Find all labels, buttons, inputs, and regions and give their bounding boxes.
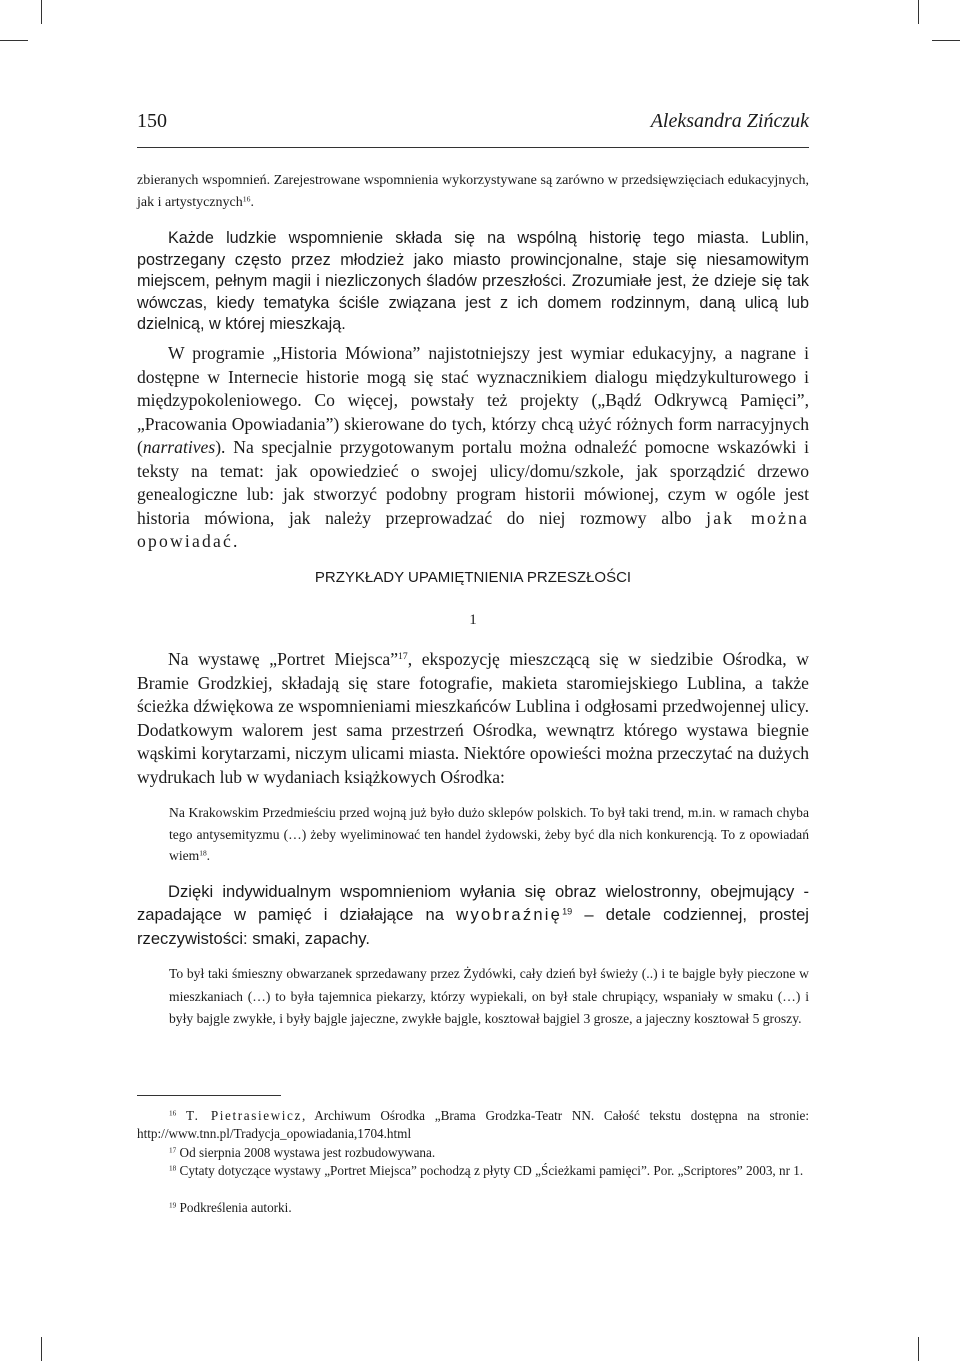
footnote-16-text: , Archiwum Ośrodka „Brama Grodzka-Teatr NN. Całość tekstu dostępna na stronie: http://www.tnn.pl/Tradycja_opowiadania,1704.html [137, 1108, 810, 1141]
footnote-16 [137, 1107, 809, 1143]
crop-mark-top-right-h [932, 40, 960, 41]
footnote-17-text: Od sierpnia 2008 wystawa jest rozbudowywana. [179, 1145, 436, 1160]
footnote-18-number: 18 [169, 1164, 177, 1173]
footnote-19-text: Podkreślenia autorki. [179, 1200, 292, 1215]
body-paragraph-4 [137, 880, 809, 950]
footnote-ref-16[interactable]: 16 [242, 193, 251, 203]
para2-text-a: W programie „Historia Mówiona” najistotniejszy jest wymiar edukacyjny, a nagrane i dostępne w Internecie historie mogą się stać wyznacznikiem dialogu międzykulturowego i międzypokoleniowego. Co więcej, powstały też projekty („Bądź Odkrywcą Pamięci”, „Pracowania Opowiadania”) skierowane do tych, którzy chcą użyć różnych form narracyjnych ( [137, 343, 809, 457]
quote2-text: To był taki śmieszny obwarzanek sprzedawany przez Żydówki, cały dzień był świeży (..) i te bajgle były pieczone w mieszkaniach (…) to była tajemnica piekarzy, którzy wypiekali, on był stale chrupiący, wspaniały w smaku (…) i były bajgle zwykłe, i były bajgle jajeczne, zwykłe bajgle, kosztował bajgiel 3 grosze, a jajeczny kosztował 5 groszy. [169, 966, 809, 1026]
page-number: 150 [137, 110, 167, 132]
footnote-17-number: 17 [169, 1146, 177, 1155]
para2-tail: . [233, 531, 238, 551]
footnote-16-number: 16 [169, 1109, 177, 1118]
para4-spaced: wyobraźnię [456, 905, 563, 925]
para3-text-a: Na wystawę „Portret Miejsca” [168, 649, 399, 669]
header-rule [137, 147, 809, 148]
section-heading: PRZYKŁADY UPAMIĘTNIENIA PRZESZŁOŚCI [314, 569, 632, 586]
quote1-tail: . [206, 848, 211, 863]
body-paragraph-1 [137, 228, 809, 336]
body-paragraph-2 [137, 342, 809, 554]
crop-mark-bottom-left-v [41, 1337, 42, 1361]
crop-mark-top-right-v [918, 0, 919, 24]
footnote-18 [137, 1162, 809, 1180]
section-number: 1 [469, 612, 477, 628]
crop-mark-bottom-right-v [918, 1337, 919, 1361]
block-quote-2 [169, 963, 809, 1031]
para2-spaced: jak można opowiadać [137, 507, 809, 551]
footnote-ref-19[interactable]: 19 [562, 906, 573, 917]
block-quote-1 [169, 802, 809, 867]
quote1-text: Na Krakowskim Przedmieściu przed wojną już było dużo sklepów polskich. To był taki trend, m.in. w ramach chyba tego antysemityzmu (…) żeby wyeliminować ten handel żydowski, żeby być dla nich konkurencją. To z opowiadań wiem [169, 805, 809, 863]
para1-text: Każde ludzkie wspomnienie składa się na wspólną historię tego miasta. Lublin, postrzegany często przez młodzież jako miasto prowincjonalne, staje się niesamowitym miejscem, pełnym magii i niezliczonych śladów przeszłości. Zrozumiałe jest, że dzieje się tak wówczas, kiedy tematyka ściśle związana jest z ich domem rodzinnym, daną ulicą lub dzielnicą, w której mieszkają. [137, 229, 809, 333]
running-header [137, 110, 809, 140]
footnote-ref-17[interactable]: 17 [398, 651, 408, 663]
para4-text-b: – detale codziennej, prostej rzeczywistości: smaki, zapachy. [137, 905, 809, 948]
para2-text-b: ). Na specjalnie przygotowanym portalu można odnaleźć pomocne wskazówki i teksty na temat: jak opowiedzieć o swojej ulicy/domu/szkole, jak sporządzić drzewo genealogiczne lub: jak stworzyć podobny program historii mówionej, czym w ogóle jest historia mówiona, jak należy przeprowadzać do niej rozmowy albo [137, 437, 809, 528]
footnote-16-author: T. Pietrasiewicz [185, 1108, 302, 1123]
body-paragraph-3 [137, 648, 809, 789]
intro-text: zbieranych wspomnień. Zarejestrowane wspomnienia wykorzystywane są zarówno w przedsięwzięciach edukacyjnych, jak i artystycznych [137, 173, 809, 210]
crop-mark-top-left-h [0, 40, 28, 41]
para3-text-b: , ekspozycję mieszczącą się w siedzibie Ośrodka, w Bramie Grodzkiej, składają się stare fotografie, makieta staromiejskiego Lublina, a także ścieżka dźwiękowa ze wspomnieniami mieszkańców Lublina i odgłosami przedwojennej ulicy. Dodatkowym walorem jest sama przestrzeń Ośrodka, wewnątrz którego wystawa biegnie wąskimi korytarzami, niczym ulicami miasta. Niektóre opowieści można przeczytać na dużych wydrukach lub w wydaniach książkowych Ośrodka: [137, 649, 809, 787]
para2-italic: narratives [142, 437, 216, 457]
intro-tail: . [250, 194, 254, 210]
footnote-19-number: 19 [169, 1201, 177, 1210]
crop-mark-top-left-v [41, 0, 42, 24]
para4-text-a: Dzięki indywidualnym wspomnieniom wyłania się obraz wielostronny, obejmujący -zapadające w pamięć i działające na [137, 882, 809, 925]
running-author: Aleksandra Zińczuk [650, 110, 809, 132]
footnote-19 [137, 1199, 809, 1217]
footnote-ref-18[interactable]: 18 [199, 848, 207, 858]
footnote-rule [137, 1095, 281, 1096]
footnote-18-text: Cytaty dotyczące wystawy „Portret Miejsca” pochodzą z płyty CD „Ścieżkami pamięci”. Por. „Scriptores” 2003, nr 1. [179, 1163, 804, 1178]
footnote-17 [137, 1144, 809, 1162]
intro-paragraph [137, 170, 809, 213]
